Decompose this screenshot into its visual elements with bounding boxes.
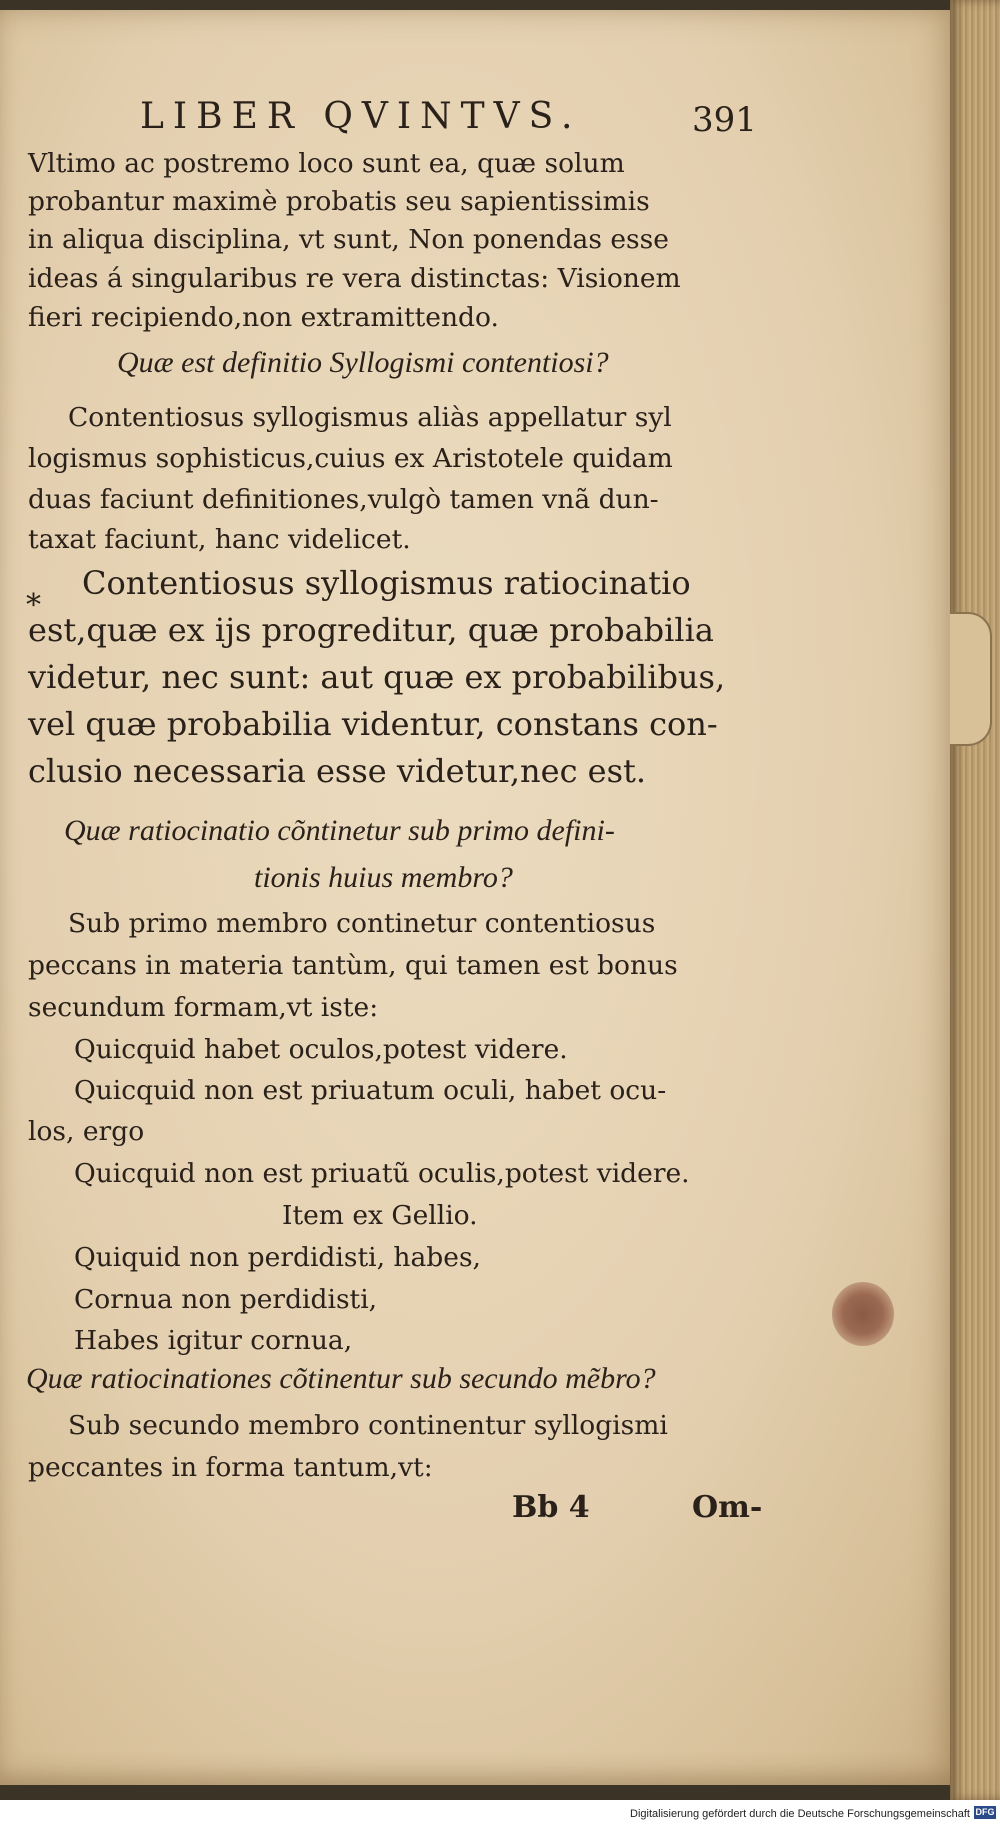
ink-stain xyxy=(832,1282,894,1346)
page-tab xyxy=(950,612,992,746)
body-line: fieri recipiendo,non extramittendo. xyxy=(28,302,499,333)
body-line: Sub secundo membro continentur syllogismi xyxy=(68,1410,668,1441)
question-heading: Quæ ratiocinatio cõntinetur sub primo defini- xyxy=(64,814,615,847)
syllogism-line: Quiquid non perdidisti, habes, xyxy=(74,1242,481,1273)
body-line: peccans in materia tantùm, qui tamen est bonus xyxy=(28,950,678,981)
body-line: probantur maximè probatis seu sapientissimis xyxy=(28,186,650,217)
syllogism-line: los, ergo xyxy=(28,1116,145,1147)
definition-line: clusio necessaria esse videtur,nec est. xyxy=(28,752,647,790)
catchword: Om- xyxy=(692,1490,763,1525)
asterisk-marker: * xyxy=(26,588,41,623)
page-number: 391 xyxy=(692,100,757,140)
syllogism-line: Cornua non perdidisti, xyxy=(74,1284,378,1315)
body-line: secundum formam,vt iste: xyxy=(28,992,379,1023)
question-heading: Quæ ratiocinationes cõtinentur sub secundo mẽbro? xyxy=(26,1362,656,1395)
dfg-logo: DFG xyxy=(975,1807,995,1817)
definition-line: videtur, nec sunt: aut quæ ex probabilibus, xyxy=(28,658,726,696)
source-note: Item ex Gellio. xyxy=(282,1200,478,1231)
body-line: logismus sophisticus,cuius ex Aristotele quidam xyxy=(28,443,673,474)
page-stack-edge xyxy=(950,0,1000,1800)
body-line: Contentiosus syllogismus aliàs appellatur syl xyxy=(68,402,672,433)
syllogism-line: Quicquid non est priuatũ oculis,potest videre. xyxy=(74,1158,690,1189)
body-line: Vltimo ac postremo loco sunt ea, quæ solum xyxy=(28,148,625,179)
syllogism-line: Quicquid non est priuatum oculi, habet ocu- xyxy=(74,1075,667,1106)
running-title: LIBER QVINTVS. xyxy=(140,96,582,137)
definition-line: est,quæ ex ijs progreditur, quæ probabilia xyxy=(28,611,714,649)
syllogism-line: Quicquid habet oculos,potest videre. xyxy=(74,1034,568,1065)
question-heading: Quæ est definitio Syllogismi contentiosi? xyxy=(117,346,609,379)
body-line: ideas á singularibus re vera distinctas: Visionem xyxy=(28,263,681,294)
definition-line: vel quæ probabilia videntur, constans con- xyxy=(28,705,718,743)
question-heading: tionis huius membro? xyxy=(254,861,513,894)
body-line: Sub primo membro continetur contentiosus xyxy=(68,908,656,939)
signature-mark: Bb 4 xyxy=(512,1490,590,1525)
footer-credit: Digitalisierung gefördert durch die Deutsche Forschungsgemeinschaft xyxy=(630,1808,970,1820)
body-line: in aliqua disciplina, vt sunt, Non ponendas esse xyxy=(28,224,669,255)
syllogism-line: Habes igitur cornua, xyxy=(74,1325,353,1356)
body-line: peccantes in forma tantum,vt: xyxy=(28,1452,433,1483)
definition-line: Contentiosus syllogismus ratiocinatio xyxy=(82,564,691,602)
body-line: duas faciunt definitiones,vulgò tamen vnã dun- xyxy=(28,484,659,515)
body-line: taxat faciunt, hanc videlicet. xyxy=(28,524,411,555)
